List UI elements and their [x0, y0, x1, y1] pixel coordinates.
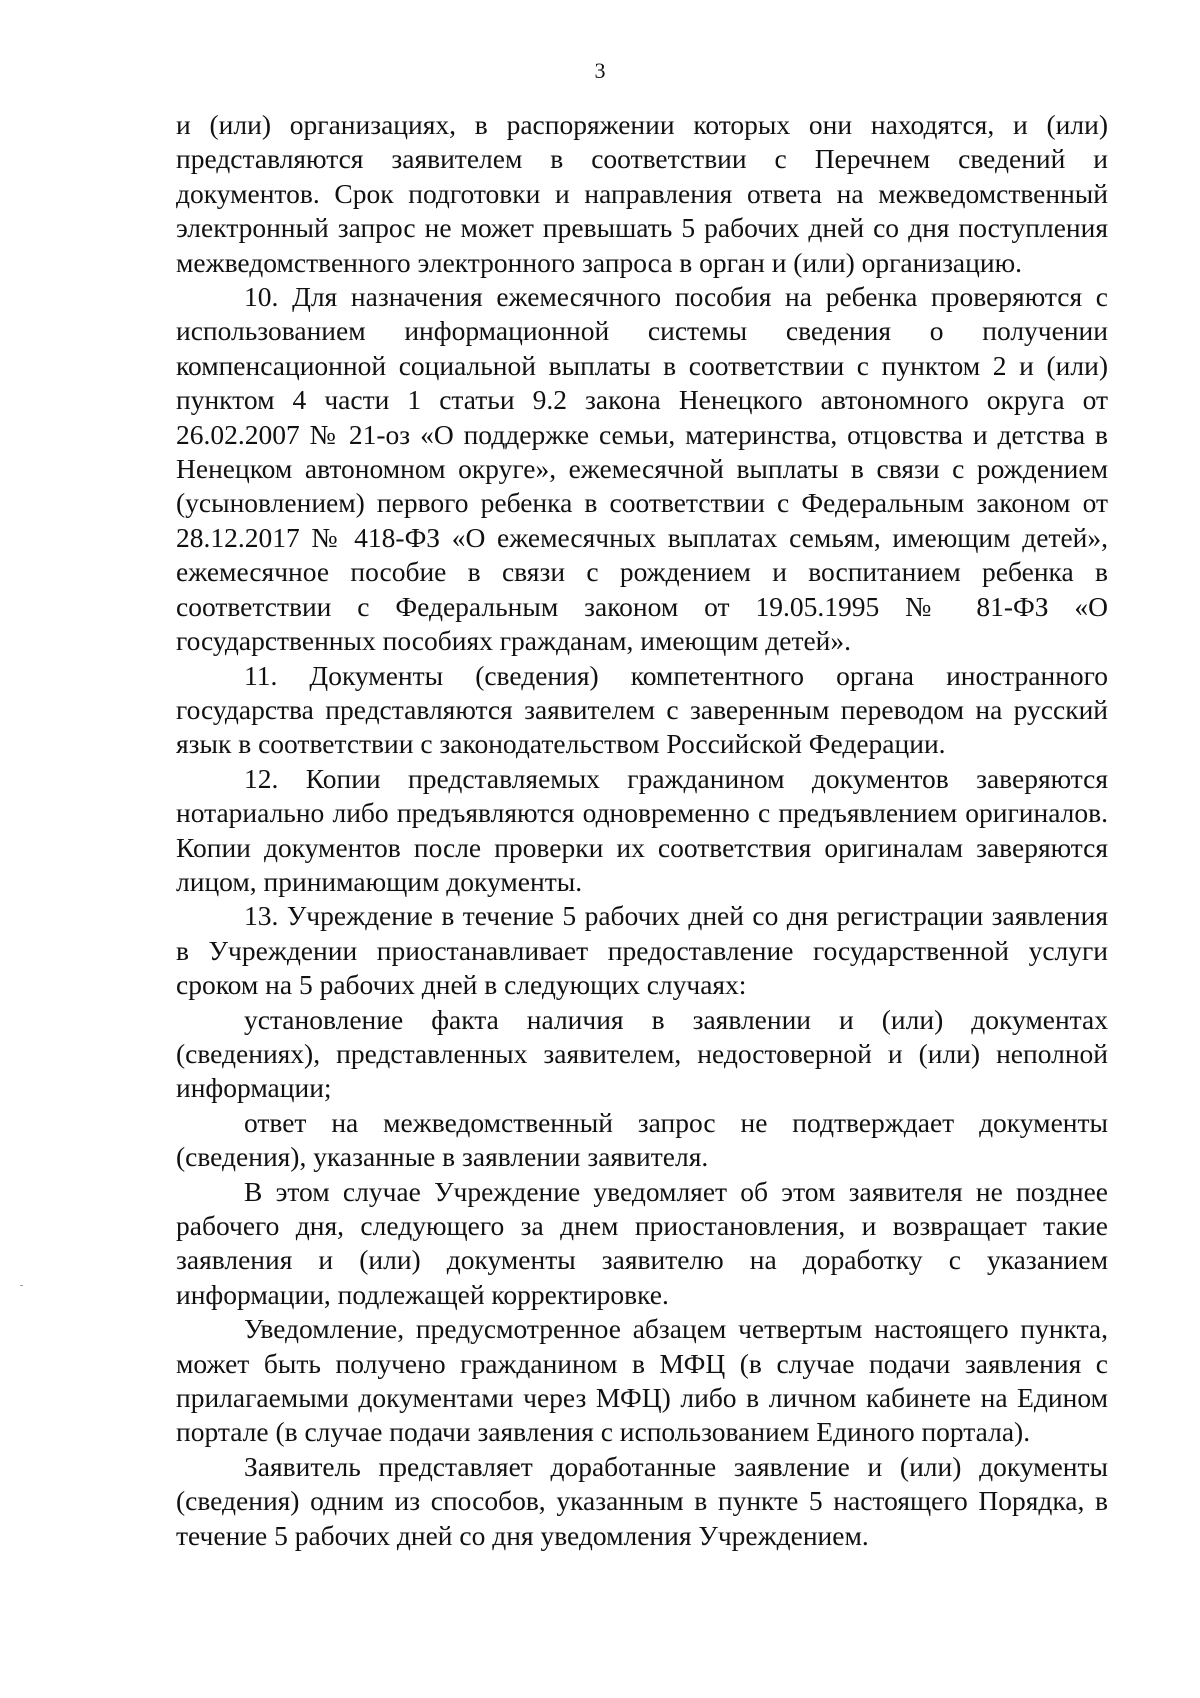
paragraph-resubmission: Заявитель представляет доработанные заявление и (или) документы (сведения) одним из способов, указанным в пункте 5 настоящего Порядка, в течение 5 рабочих дней со дня уведомления Учреждением.: [176, 1450, 1108, 1551]
scan-margin-mark: [20, 1285, 23, 1286]
document-body: [176, 108, 1108, 1553]
page-number: 3: [594, 58, 606, 83]
paragraph-case-2: ответ на межведомственный запрос не подтверждает документы (сведения), указанные в заявлении заявителя.: [176, 1106, 1108, 1173]
paragraph-item-11: 11. Документы (сведения) компетентного органа иностранного государства представляются заявителем с заверенным переводом на русский язык в соответствии с законодательством Российской Федерации.: [176, 659, 1108, 760]
paragraph-item-12: 12. Копии представляемых гражданином документов заверяются нотариально либо предъявляются одновременно с предъявлением оригиналов. Копии документов после проверки их соответствия оригиналам заверяются лицом, принимающим документы.: [176, 762, 1108, 897]
paragraph-item-10: 10. Для назначения ежемесячного пособия на ребенка проверяются с использованием информационной системы сведения о получении компенсационной социальной выплаты в соответствии с пунктом 2 и (или) пунктом 4 части 1 статьи 9.2 закона Ненецкого автономного округа от 26.02.2007 № 21-оз «О поддержке семьи, материнства, отцовства и детства в Ненецком автономном округе», ежемесячной выплаты в связи с рождением (усыновлением) первого ребенка в соответствии с Федеральным законом от 28.12.2017 № 418-ФЗ «О ежемесячных выплатах семьям, имеющим детей», ежемесячное пособие в связи с рождением и воспитанием ребенка в соответствии с Федеральным законом от 19.05.1995 № 81-ФЗ «О государственных пособиях гражданам, имеющим детей».: [176, 281, 1108, 657]
paragraph-item-13: 13. Учреждение в течение 5 рабочих дней со дня регистрации заявления в Учреждении приостанавливает предоставление государственной услуги сроком на 5 рабочих дней в следующих случаях:: [176, 900, 1108, 1001]
paragraph-case-1: установление факта наличия в заявлении и (или) документах (сведениях), представленных заявителем, недостоверной и (или) неполной информации;: [176, 1003, 1108, 1104]
paragraph-notification: В этом случае Учреждение уведомляет об этом заявителя не позднее рабочего дня, следующего за днем приостановления, и возвращает такие заявления и (или) документы заявителю на доработку с указанием информации, подлежащей корректировке.: [176, 1175, 1108, 1310]
paragraph-notification-channel: Уведомление, предусмотренное абзацем четвертым настоящего пункта, может быть получено гражданином в МФЦ (в случае подачи заявления с прилагаемыми документами через МФЦ) либо в личном кабинете на Едином портале (в случае подачи заявления с использованием Единого портала).: [176, 1313, 1108, 1448]
paragraph-continuation: и (или) организациях, в распоряжении которых они находятся, и (или) представляются заявителем в соответствии с Перечнем сведений и документов. Срок подготовки и направления ответа на межведомственный электронный запрос не может превышать 5 рабочих дней со дня поступления межведомственного электронного запроса в орган и (или) организацию.: [176, 109, 1108, 278]
